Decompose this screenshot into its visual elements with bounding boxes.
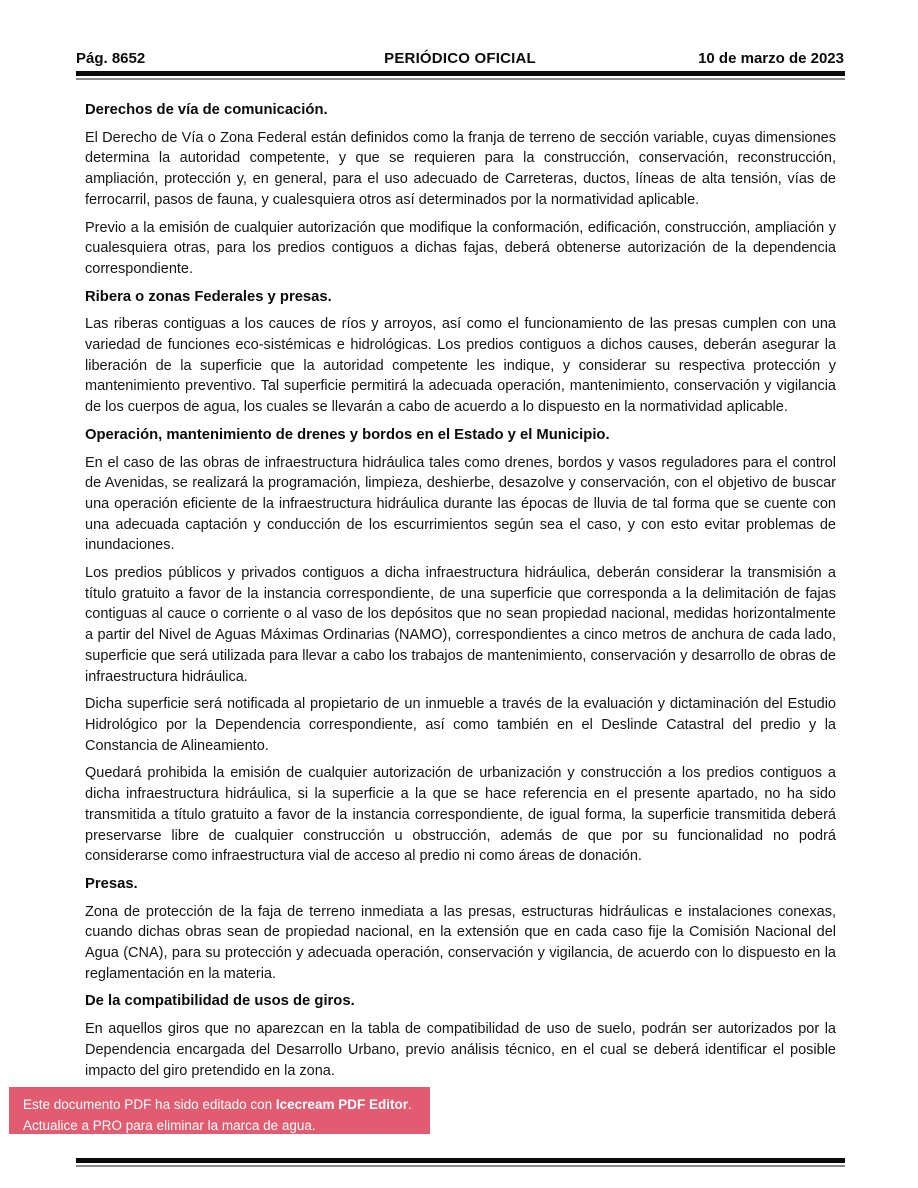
- footer-rule-thick: [76, 1158, 845, 1163]
- header-rule: [76, 71, 845, 80]
- document-paragraph: Previo a la emisión de cualquier autorización que modifique la conformación, edificación, construcción, ampliación y cualesquiera otras, para los predios contiguos a dichas fajas, deberá obtenerse autorización de la dependencia correspondiente.: [85, 219, 836, 277]
- page-header: [76, 50, 844, 67]
- document-paragraph: Zona de protección de la faja de terreno inmediata a las presas, estructuras hidráulicas e instalaciones conexas, cuando dichas obras sean de propiedad nacional, en la extensión que en cada caso fije la Comisión Nacional del Agua (CNA), para su protección y adecuada operación, conservación y vigilancia, de acuerdo con lo dispuesto en la reglamentación en la materia.: [85, 903, 836, 982]
- header-rule-thin: [76, 78, 845, 80]
- document-paragraph: El Derecho de Vía o Zona Federal están definidos como la franja de terreno de sección variable, cuyas dimensiones determina la autoridad competente, y que se requieren para la construcción, conservación, reconstrucción, ampliación, protección y, en general, para el uso adecuado de Carreteras, ductos, líneas de alta tensión, vías de ferrocarril, pasos de fauna, y cualesquiera otros así determinados por la normatividad aplicable.: [85, 129, 836, 208]
- document-body: [85, 100, 836, 1081]
- header-rule-thick: [76, 71, 845, 76]
- document-paragraph: Dicha superficie será notificada al propietario de un inmueble a través de la evaluación y dictaminación del Estudio Hidrológico por la Dependencia correspondiente, así como también en el Deslinde Catastral del predio y la Constancia de Alineamiento.: [85, 696, 836, 754]
- document-heading: Operación, mantenimiento de drenes y bordos en el Estado y el Municipio.: [85, 426, 610, 443]
- document-heading: Derechos de vía de comunicación.: [85, 102, 328, 118]
- issue-date: 10 de marzo de 2023: [698, 50, 844, 67]
- document-heading: Ribera o zonas Federales y presas.: [85, 288, 332, 305]
- watermark-text-suffix: .: [407, 1097, 412, 1112]
- page-number: Pág. 8652: [76, 50, 146, 67]
- footer-rule-thin: [76, 1165, 845, 1167]
- watermark-line-2: Actualice a PRO para eliminar la marca de agua.: [23, 1118, 316, 1133]
- gazette-title: PERIÓDICO OFICIAL: [384, 50, 536, 67]
- document-paragraph: Las riberas contiguas a los cauces de ríos y arroyos, así como el funcionamiento de las presas cumplen con una variedad de funciones eco-sistémicas e hidrológicas. Los predios contiguos a dichos causes, deberán asegurar la liberación de la superficie que la autoridad competente les indique, y considerar su respectiva protección y mantenimiento preventivo. Tal superficie permitirá la adecuada operación, mantenimiento, conservación y vigilancia de los cuerpos de agua, los cuales se llevarán a cabo de acuerdo a lo dispuesto en la normatividad aplicable.: [85, 316, 836, 416]
- pdf-editor-watermark-banner[interactable]: [9, 1087, 430, 1134]
- document-heading: Presas.: [85, 875, 138, 892]
- document-paragraph: Los predios públicos y privados contiguos a dicha infraestructura hidráulica, deberán considerar la transmisión a título gratuito a favor de la instancia correspondiente, de una superficie que corresponda a la delimitación de fajas contiguas al cauce o corriente o al vaso de los depósitos que no sean propiedad nacional, medidas horizontalmente a partir del Nivel de Aguas Máximas Ordinarias (NAMO), correspondientes a cinco metros de anchura de cada lado, superficie que será utilizada para llevar a cabo los trabajos de mantenimiento, conservación y desarrollo de obras de infraestructura hidráulica.: [85, 565, 836, 685]
- watermark-brand-link[interactable]: Icecream PDF Editor: [275, 1097, 408, 1112]
- watermark-line-1: [23, 1094, 420, 1115]
- document-heading: De la compatibilidad de usos de giros.: [85, 993, 355, 1010]
- footer-rule: [76, 1158, 845, 1167]
- document-paragraph: Quedará prohibida la emisión de cualquier autorización de urbanización y construcción a los predios contiguos a dicha infraestructura hidráulica, si la superficie a la que se hace referencia en el presente apartado, no ha sido transmitida a título gratuito a favor de la instancia correspondiente, de igual forma, la superficie transmitida deberá preservarse libre de cualquier construcción u obstrucción, además de que por su funcionalidad no podrá considerarse como infraestructura vial de acceso al predio ni como áreas de donación.: [85, 765, 836, 865]
- watermark-text-prefix: Este documento PDF ha sido editado con: [23, 1097, 276, 1112]
- document-paragraph: En el caso de las obras de infraestructura hidráulica tales como drenes, bordos y vasos reguladores para el control de Avenidas, se realizará la programación, limpieza, deshierbe, desazolve y conservación, con el objetivo de buscar una operación eficiente de la infraestructura hidráulica durante las épocas de lluvia de tal forma que se cuente con una adecuada captación y conducción de los escurrimientos según sea el caso, y con esto evitar problemas de inundaciones.: [85, 454, 836, 554]
- document-paragraph: En aquellos giros que no aparezcan en la tabla de compatibilidad de uso de suelo, podrán ser autorizados por la Dependencia encargada del Desarrollo Urbano, previo análisis técnico, en el cual se deberá identificar el posible impacto del giro pretendido en la zona.: [85, 1021, 836, 1079]
